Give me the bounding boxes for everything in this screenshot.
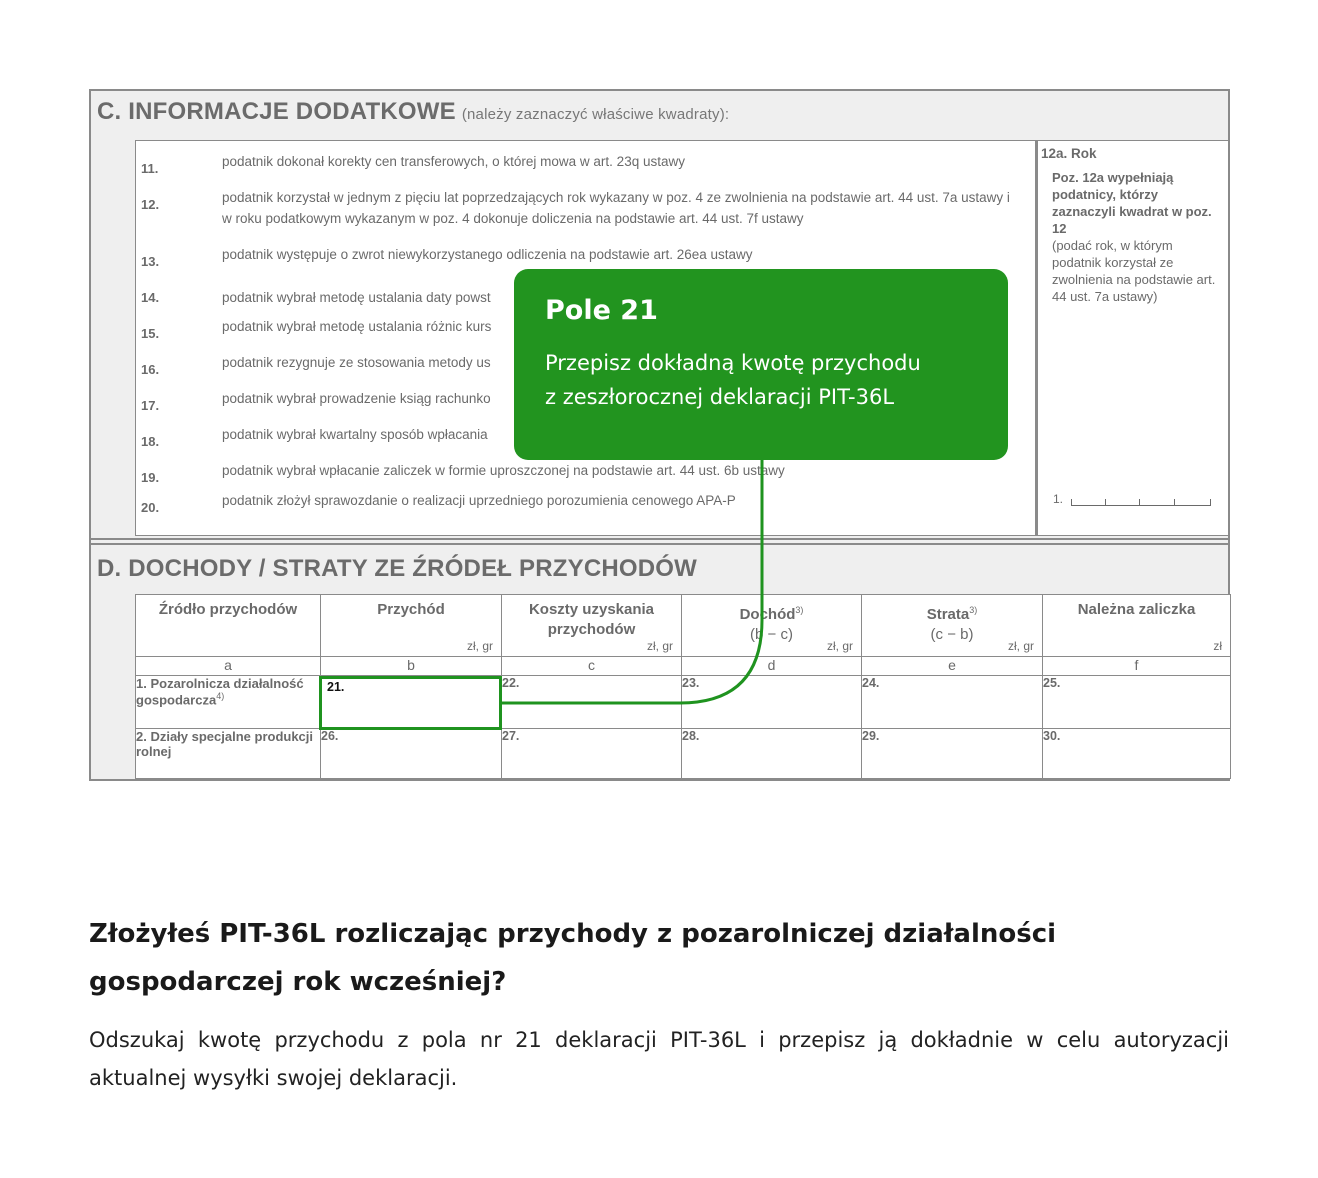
row-text: podatnik występuje o zwrot niewykorzystanego odliczenia na podstawie art. 26ea ustawy (222, 247, 753, 262)
field-30: 30. (1043, 729, 1231, 779)
row-number: 16. (141, 362, 160, 377)
row-text: podatnik wybrał metodę ustalania daty powst (222, 290, 491, 305)
header-revenue: Przychód zł, gr (321, 595, 502, 657)
field-23: 23. (682, 676, 862, 729)
row-label: 1. Pozarolnicza działalność gospodarcza$^{4)}$ (136, 676, 321, 729)
field-24: 24. (862, 676, 1043, 729)
header-income: Dochód$^{3)}$ (b − c) zł, gr (682, 595, 862, 657)
year-field-note: (podać rok, w którym podatnik korzystał ze zwolnienia na podstawie art. 44 ust. 7a ustawy) (1052, 238, 1216, 304)
field-22: 22. (502, 676, 682, 729)
column-letter: c (502, 657, 682, 676)
row-text: podatnik wybrał kwartalny sposób wpłacania (222, 427, 488, 442)
row-text: podatnik wybrał wpłacanie zaliczek w formie uproszczonej na podstawie art. 44 ust. 6b ustawy (222, 463, 785, 478)
row-label: 2. Działy specjalne produkcji rolnej (136, 729, 321, 779)
callout-text (545, 346, 977, 414)
year-field-heading: 12a. Rok (1041, 146, 1097, 161)
field-28: 28. (682, 729, 862, 779)
header-costs: Koszty uzyskania przychodów zł, gr (502, 595, 682, 657)
row-text: podatnik złożył sprawozdanie o realizacji uprzedniego porozumienia cenowego APA-P (222, 493, 736, 508)
instruction-text: Odszukaj kwotę przychodu z pola nr 21 deklaracji PIT-36L i przepisz ją dokładnie w celu autoryzacji aktualnej wysyłki swojej deklaracji. (89, 1028, 1229, 1090)
column-letter: d (682, 657, 862, 676)
row-text: podatnik wybrał prowadzenie ksiąg rachunko (222, 391, 491, 406)
year-field-instruction: Poz. 12a wypełniają podatnicy, którzy zaznaczyli kwadrat w poz. 12 (1052, 170, 1212, 236)
field-26: 26. (321, 729, 502, 779)
header-advance: Należna zaliczka zł (1043, 595, 1231, 657)
column-letter: f (1043, 657, 1231, 676)
callout-line: z zeszłorocznej deklaracji PIT-36L (545, 385, 895, 409)
callout-line: Przepisz dokładną kwotę przychodu (545, 351, 921, 375)
field-25: 25. (1043, 676, 1231, 729)
row-number: 19. (141, 470, 160, 485)
year-field-number: 1. (1053, 492, 1064, 506)
row-number: 20. (141, 500, 160, 515)
question-heading: Złożyłeś PIT-36L rozliczając przychody z pozarolniczej działalności gospodarczej rok wcześniej? (89, 919, 1057, 997)
header-source: Źródło przychodów (136, 595, 321, 657)
row-number: 18. (141, 434, 160, 449)
section-d-title: D. DOCHODY / STRATY ZE ŹRÓDEŁ PRZYCHODÓW (97, 555, 698, 582)
row-text: podatnik dokonał korekty cen transferowych, o której mowa w art. 23q ustawy (222, 154, 685, 169)
column-letter: e (862, 657, 1043, 676)
field-21-callout (514, 269, 1008, 460)
row-number: 13. (141, 254, 160, 269)
section-c-title: C. INFORMACJE DODATKOWE (należy zaznaczyć właściwe kwadraty): (97, 98, 730, 125)
field-29: 29. (862, 729, 1043, 779)
row-number: 17. (141, 398, 160, 413)
row-number: 15. (141, 326, 160, 341)
section-c-note: (należy zaznaczyć właściwe kwadraty): (461, 106, 730, 123)
row-number: 12. (141, 197, 160, 212)
field-27: 27. (502, 729, 682, 779)
column-letter: b (321, 657, 502, 676)
row-number: 14. (141, 290, 160, 305)
header-loss: Strata$^{3)}$ (c − b) zł, gr (862, 595, 1043, 657)
row-text: podatnik wybrał metodę ustalania różnic kurs (222, 319, 492, 334)
callout-title: Pole 21 (545, 295, 658, 326)
row-number: 11. (141, 161, 159, 176)
field-21-number: 21. (327, 680, 345, 694)
row-text: podatnik rezygnuje ze stosowania metody us (222, 355, 491, 370)
column-letter: a (136, 657, 321, 676)
row-text: podatnik korzystał w jednym z pięciu lat poprzedzających rok wykazany w poz. 4 ze zwolnienia na podstawie art. 44 ust. 7a ustawy i w roku podatkowym wykazanym w poz. 4 dokonuje doliczenia na podstawie art. 44 ust. 7f ustawy (222, 190, 1010, 226)
